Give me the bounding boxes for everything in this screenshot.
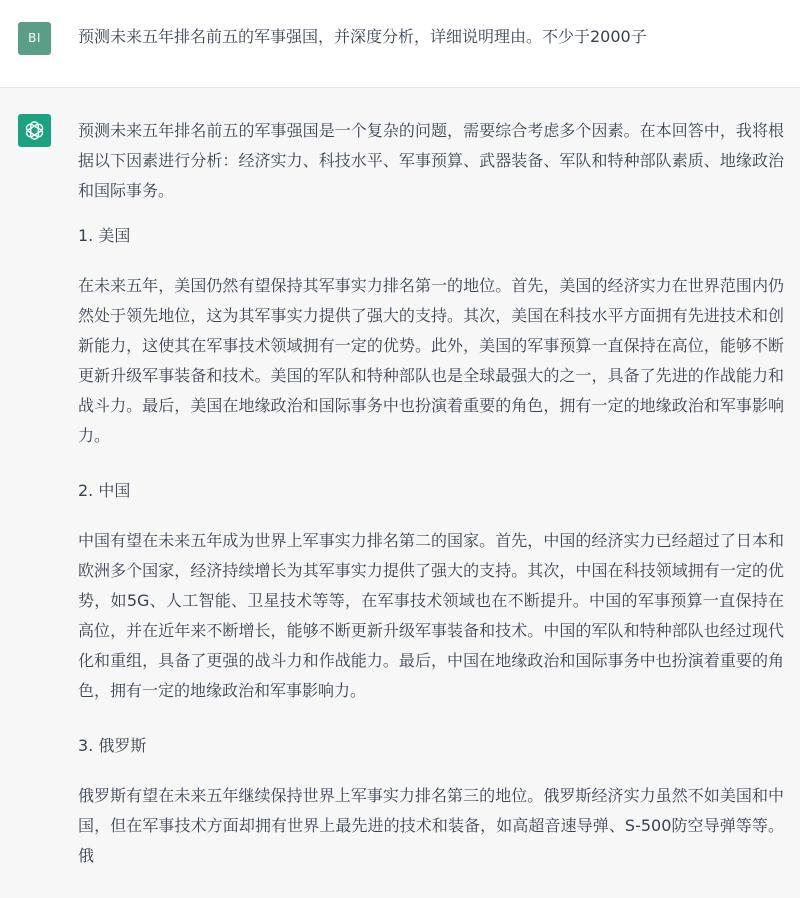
user-message-row — [0, 0, 800, 88]
section-body-russia: 俄罗斯有望在未来五年继续保持世界上军事实力排名第三的地位。俄罗斯经济实力虽然不如美国和中国，但在军事技术方面却拥有世界上最先进的技术和装备，如高超音速导弹、S-500防空导弹等等。俄 — [78, 786, 784, 865]
section-heading-russia: 3. 俄罗斯 — [78, 736, 147, 755]
openai-logo-icon — [23, 119, 46, 142]
section-heading-usa: 1. 美国 — [78, 226, 131, 245]
user-message-text: 预测未来五年排名前五的军事强国，并深度分析，详细说明理由。不少于2000子 — [78, 27, 647, 46]
assistant-message-row — [0, 88, 800, 898]
section-heading-china: 2. 中国 — [78, 481, 131, 500]
assistant-answer — [78, 116, 784, 898]
answer-intro: 预测未来五年排名前五的军事强国是一个复杂的问题，需要综合考虑多个因素。在本回答中，我将根据以下因素进行分析：经济实力、科技水平、军事预算、武器装备、军队和特种部队素质、地缘政治和国际事务。 — [78, 121, 784, 200]
user-avatar: BI — [18, 22, 51, 55]
section-body-china: 中国有望在未来五年成为世界上军事实力排名第二的国家。首先，中国的经济实力已经超过了日本和欧洲多个国家，经济持续增长为其军事实力提供了强大的支持。其次，中国在科技领域拥有一定的优势，如5G、人工智能、卫星技术等等，在军事技术领域也在不断提升。中国的军事预算一直保持在高位，并在近年来不断增长，能够不断更新升级军事装备和技术。中国的军队和特种部队也经过现代化和重组，具备了更强的战斗力和作战能力。最后，中国在地缘政治和国际事务中也扮演着重要的角色，拥有一定的地缘政治和军事影响力。 — [78, 531, 784, 700]
assistant-avatar — [18, 114, 51, 147]
section-body-usa: 在未来五年，美国仍然有望保持其军事实力排名第一的地位。首先，美国的经济实力在世界范围内仍然处于领先地位，这为其军事实力提供了强大的支持。其次，美国在科技水平方面拥有先进技术和创新能力，这使其在军事技术领域拥有一定的优势。此外，美国的军事预算一直保持在高位，能够不断更新升级军事装备和技术。美国的军队和特种部队也是全球最强大的之一，具备了先进的作战能力和战斗力。最后，美国在地缘政治和国际事务中也扮演着重要的角色，拥有一定的地缘政治和军事影响力。 — [78, 276, 784, 445]
